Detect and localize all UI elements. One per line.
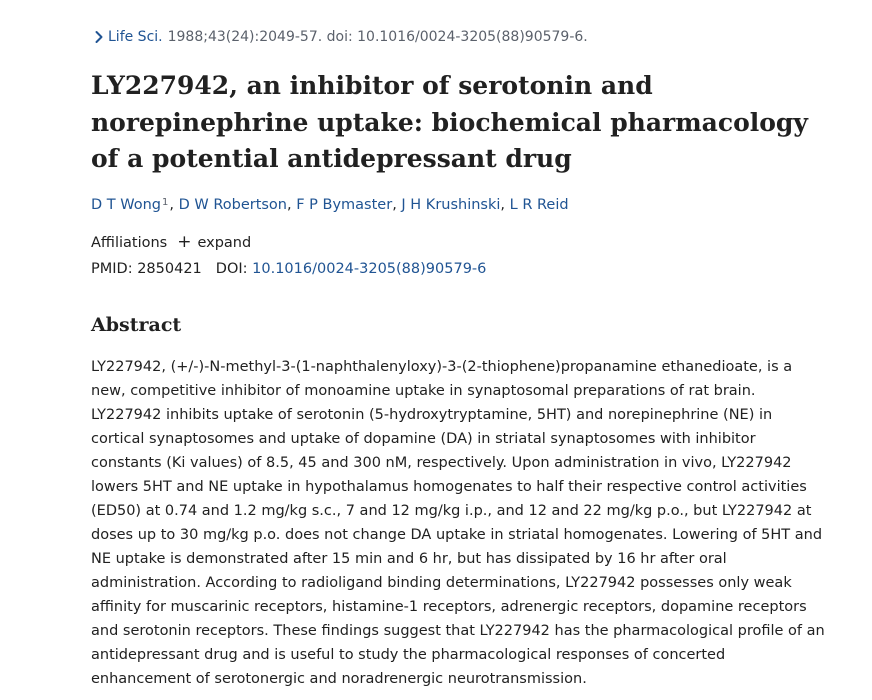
chevron-right-icon[interactable] — [91, 29, 107, 45]
abstract-text: LY227942, (+/-)-N-methyl-3-(1-naphthalenyloxy)-3-(2-thiophene)propanamine ethanedioate, is a new, competitive inhibitor of monoamine uptake in synaptosomal preparations of rat brain. LY227942 inhibits uptake of serotonin (5-hydroxytryptamine, 5HT) and norepinephrine (NE) in cortical synaptosomes and uptake of dopamine (DA) in striatal synaptosomes with inhibitor constants (Ki values) of 8.5, 45 and 300 nM, respectively. Upon administration in vivo, LY227942 lowers 5HT and NE uptake in hypothalamus homogenates to half their respective control activities (ED50) at 0.74 and 1.2 mg/kg s.c., 7 and 12 mg/kg i.p., and 12 and 22 mg/kg p.o., but LY227942 at doses up to 30 mg/kg p.o. does not change DA uptake in striatal homogenates. Lowering of 5HT and NE uptake is demonstrated after 15 min and 6 hr, but has dissipated by 16 hr after oral administration. According to radioligand binding determinations, LY227942 possesses only weak affinity for muscarinic receptors, histamine-1 receptors, adrenergic receptors, dopamine receptors and serotonin receptors. These findings suggest that LY227942 has the pharmacological profile of an antidepressant drug and is useful to study the pharmacological responses of concerted enhancement of serotonergic and noradrenergic neurotransmission. — [91, 359, 825, 687]
citation-details: 1988;43(24):2049-57. doi: 10.1016/0024-3205(88)90579-6. — [167, 29, 588, 45]
doi-link[interactable]: 10.1016/0024-3205(88)90579-6 — [252, 261, 487, 277]
author-link[interactable]: J H Krushinski — [401, 197, 501, 213]
article-title: LY227942, an inhibitor of serotonin and norepinephrine uptake: biochemical pharmacology of a potential antidepressant drug — [91, 71, 808, 173]
identifiers-row — [91, 261, 486, 277]
journal-link[interactable]: Life Sci. — [108, 29, 163, 45]
author-link[interactable]: F P Bymaster — [296, 197, 393, 213]
pmid-label: PMID: — [91, 261, 133, 277]
author-link[interactable]: D T Wong — [91, 197, 161, 213]
pmid-value: 2850421 — [137, 261, 202, 277]
abstract-heading: Abstract — [91, 314, 182, 336]
author-link[interactable]: D W Robertson — [178, 197, 287, 213]
expand-label: expand — [197, 234, 252, 251]
plus-icon: + — [177, 232, 192, 252]
author-list: D T Wong$^1$, D W Robertson, F P Bymaster, J H Krushinski, L R Reid — [91, 197, 569, 213]
citation-line — [91, 29, 588, 45]
expand-affiliations-button[interactable] — [177, 234, 251, 251]
doi-label: DOI: — [215, 261, 248, 277]
affiliations-label: Affiliations — [91, 234, 168, 251]
author-link[interactable]: L R Reid — [509, 197, 569, 213]
affiliation-marker[interactable]: 1 — [162, 197, 169, 208]
affiliations-row — [91, 234, 251, 251]
